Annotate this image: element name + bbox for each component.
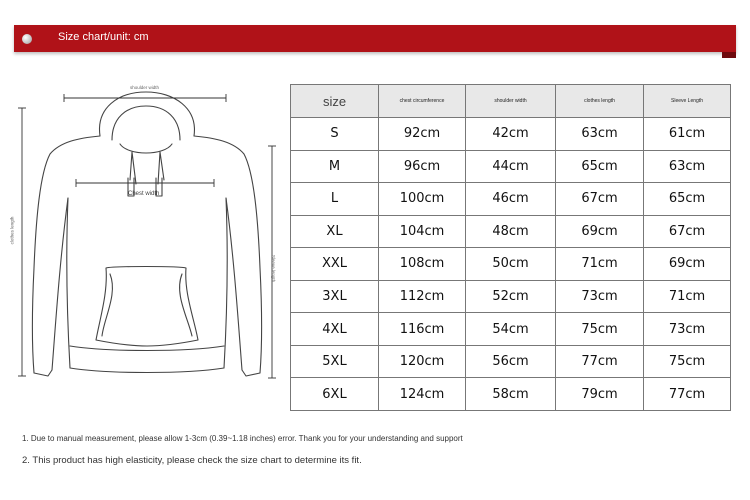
- cell-sleeve: 63cm: [644, 150, 731, 183]
- cell-length: 63cm: [556, 118, 644, 151]
- cell-sleeve: 75cm: [644, 345, 731, 378]
- table-row: [291, 183, 731, 216]
- cell-sleeve: 71cm: [644, 280, 731, 313]
- cell-shoulder: 44cm: [466, 150, 556, 183]
- cell-chest: 96cm: [379, 150, 466, 183]
- cell-sleeve: 73cm: [644, 313, 731, 346]
- shoulder-width-label: shoulder width: [130, 85, 160, 90]
- cell-size: XL: [291, 215, 379, 248]
- hoodie-diagram: [8, 78, 288, 398]
- clothes-length-label: clothes length: [9, 216, 15, 245]
- cell-sleeve: 65cm: [644, 183, 731, 216]
- table-row: [291, 118, 731, 151]
- chest-width-label: Chest width: [128, 191, 160, 197]
- table-header-row: [291, 85, 731, 118]
- cell-chest: 112cm: [379, 280, 466, 313]
- size-chart-banner: [14, 25, 736, 52]
- cell-length: 65cm: [556, 150, 644, 183]
- table-row: [291, 378, 731, 411]
- cell-chest: 116cm: [379, 313, 466, 346]
- banner-title: Size chart/unit: cm: [58, 31, 149, 43]
- cell-size: S: [291, 118, 379, 151]
- table-row: [291, 345, 731, 378]
- cell-chest: 92cm: [379, 118, 466, 151]
- cell-size: 3XL: [291, 280, 379, 313]
- cell-chest: 124cm: [379, 378, 466, 411]
- cell-size: XXL: [291, 248, 379, 281]
- cell-shoulder: 58cm: [466, 378, 556, 411]
- cell-size: L: [291, 183, 379, 216]
- table-row: [291, 248, 731, 281]
- cell-sleeve: 61cm: [644, 118, 731, 151]
- cell-sleeve: 77cm: [644, 378, 731, 411]
- cell-size: M: [291, 150, 379, 183]
- cell-sleeve: 67cm: [644, 215, 731, 248]
- cell-shoulder: 56cm: [466, 345, 556, 378]
- cell-shoulder: 48cm: [466, 215, 556, 248]
- note-measurement: 1. Due to manual measurement, please allow 1-3cm (0.39~1.18 inches) error. Thank you for your understanding and support: [22, 434, 463, 443]
- sleeve-length-label: Sleeve length: [271, 254, 277, 283]
- banner-fold: [722, 52, 736, 58]
- table-row: [291, 313, 731, 346]
- header-shoulder: shoulder width: [466, 85, 556, 118]
- cell-length: 73cm: [556, 280, 644, 313]
- hoodie-icon: [8, 78, 288, 398]
- header-chest: chest circumference: [379, 85, 466, 118]
- cell-chest: 100cm: [379, 183, 466, 216]
- cell-shoulder: 50cm: [466, 248, 556, 281]
- table-row: [291, 215, 731, 248]
- table-row: [291, 280, 731, 313]
- cell-shoulder: 42cm: [466, 118, 556, 151]
- header-size: size: [291, 85, 379, 118]
- cell-length: 79cm: [556, 378, 644, 411]
- cell-length: 69cm: [556, 215, 644, 248]
- cell-chest: 108cm: [379, 248, 466, 281]
- cell-shoulder: 54cm: [466, 313, 556, 346]
- cell-length: 67cm: [556, 183, 644, 216]
- cell-length: 71cm: [556, 248, 644, 281]
- size-table: [290, 84, 731, 411]
- cell-shoulder: 52cm: [466, 280, 556, 313]
- cell-length: 77cm: [556, 345, 644, 378]
- cell-shoulder: 46cm: [466, 183, 556, 216]
- cell-size: 5XL: [291, 345, 379, 378]
- cell-size: 4XL: [291, 313, 379, 346]
- cell-chest: 120cm: [379, 345, 466, 378]
- cell-length: 75cm: [556, 313, 644, 346]
- header-length: clothes length: [556, 85, 644, 118]
- cell-chest: 104cm: [379, 215, 466, 248]
- header-sleeve: Sleeve Length: [644, 85, 731, 118]
- cell-sleeve: 69cm: [644, 248, 731, 281]
- notes-section: [22, 434, 732, 466]
- note-elasticity: 2. This product has high elasticity, please check the size chart to determine its fit.: [22, 455, 362, 466]
- cell-size: 6XL: [291, 378, 379, 411]
- table-row: [291, 150, 731, 183]
- bullet-icon: [22, 34, 32, 44]
